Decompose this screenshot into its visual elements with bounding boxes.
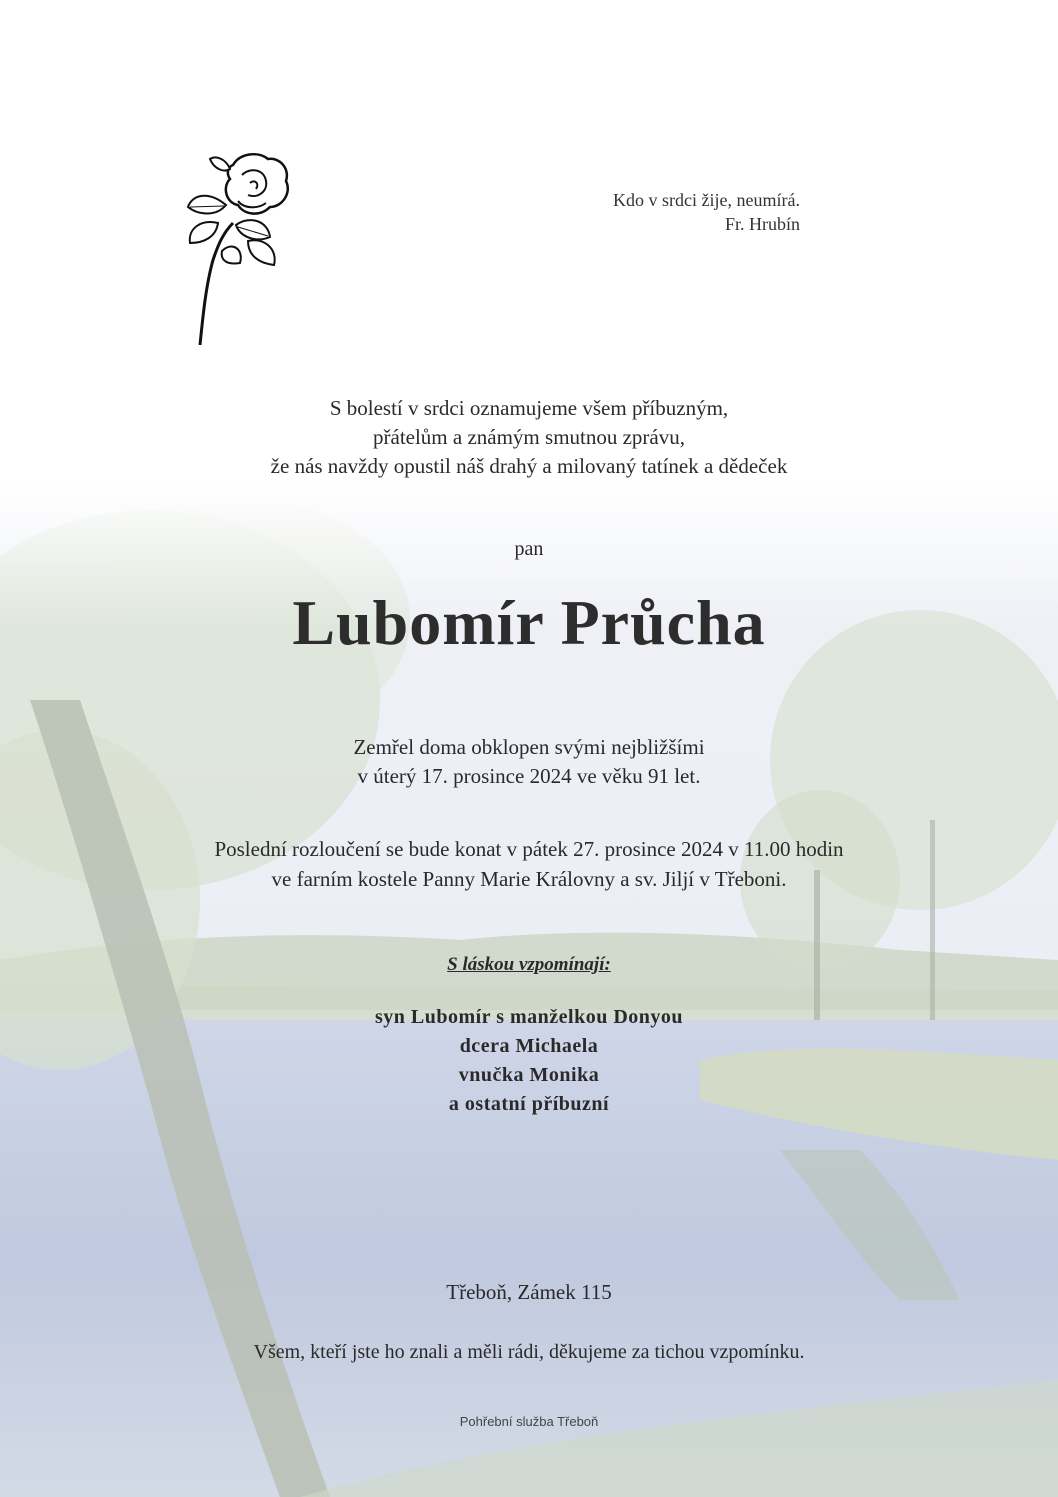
- rose-icon: [178, 145, 298, 350]
- funeral-line: Poslední rozloučení se bude konat v pátek 27. prosince 2024 v 11.00 hodin: [214, 837, 844, 861]
- undertaker-credit: Pohřební služba Třeboň: [459, 1414, 599, 1429]
- motto: [520, 188, 800, 236]
- deceased-name: Lubomír Průcha: [292, 587, 766, 658]
- funeral-info: [0, 834, 1058, 894]
- announcement-intro: [0, 394, 1058, 481]
- title-word: pan: [514, 538, 544, 560]
- mourner-item: syn Lubomír s manželkou Donyou: [374, 1006, 684, 1028]
- death-notice: [0, 733, 1058, 791]
- funeral-line: ve farním kostele Panny Marie Královny a sv. Jiljí v Třeboni.: [271, 867, 787, 891]
- intro-line: že nás navždy opustil náš drahý a milovaný tatínek a dědeček: [270, 454, 788, 478]
- mourner-item: dcera Michaela: [459, 1035, 599, 1057]
- mourner-item: a ostatní příbuzní: [448, 1093, 610, 1115]
- motto-author: Fr. Hrubín: [724, 214, 800, 234]
- mourner-item: vnučka Monika: [458, 1064, 600, 1086]
- thanks-note: Všem, kteří jste ho znali a měli rádi, děkujeme za tichou vzpomínku.: [253, 1341, 805, 1363]
- death-line: v úterý 17. prosince 2024 ve věku 91 let.: [357, 764, 701, 788]
- remember-heading: S láskou vzpomínají:: [447, 954, 611, 975]
- intro-line: přátelům a známým smutnou zprávu,: [373, 425, 685, 449]
- death-line: Zemřel doma obklopen svými nejbližšími: [353, 735, 705, 759]
- intro-line: S bolestí v srdci oznamujeme všem příbuzným,: [329, 396, 729, 420]
- family-address: Třeboň, Zámek 115: [446, 1280, 612, 1304]
- motto-quote: Kdo v srdci žije, neumírá.: [613, 190, 800, 210]
- mourners-list: [0, 1003, 1058, 1119]
